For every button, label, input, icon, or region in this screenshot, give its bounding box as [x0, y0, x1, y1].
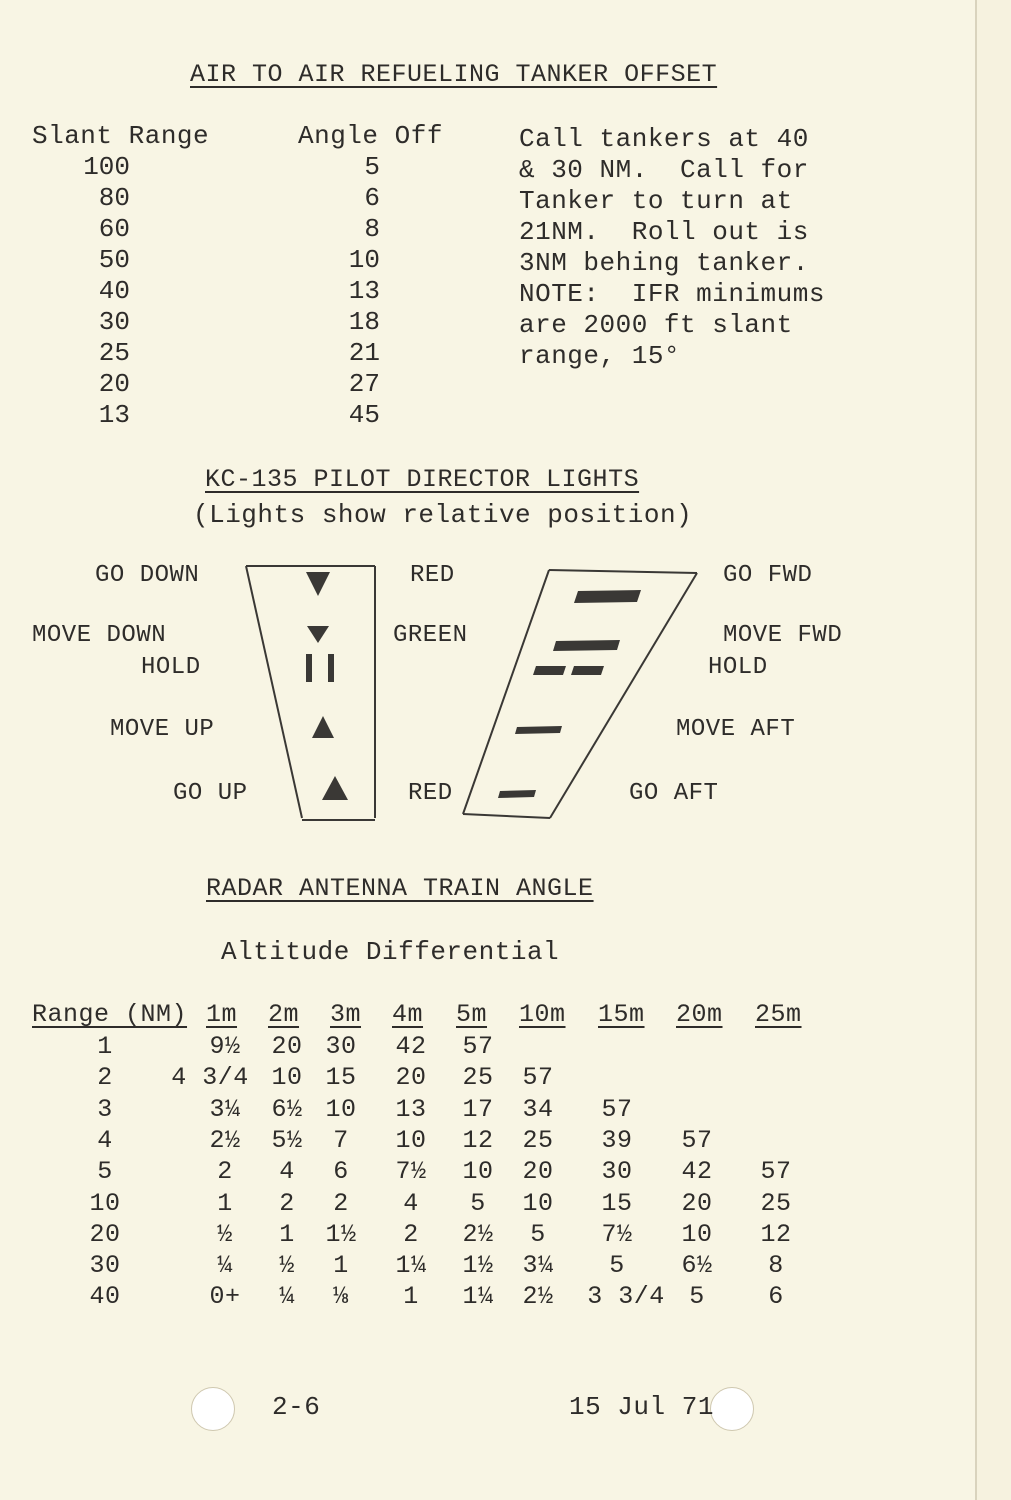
hold-light-icon-b: [571, 666, 604, 675]
refuel-note-line: Tanker to turn at: [519, 186, 793, 216]
radar-range-cell: 2: [97, 1063, 113, 1093]
label-hold-left: HOLD: [141, 654, 201, 681]
radar-angle-cell: 42: [681, 1157, 713, 1187]
refuel-note-line: range, 15°: [519, 341, 681, 371]
refuel-range-value: 40: [98, 276, 130, 306]
radar-angle-cell: 8: [768, 1251, 784, 1281]
radar-angle-cell: ⅛: [333, 1282, 349, 1312]
radar-header-altitude: 1m: [206, 1000, 238, 1029]
radar-angle-cell: 57: [522, 1063, 554, 1093]
radar-angle-cell: 1: [279, 1219, 295, 1249]
go-aft-light-icon: [498, 790, 536, 798]
radar-angle-cell: ½: [279, 1251, 295, 1281]
label-move-down: MOVE DOWN: [32, 622, 167, 649]
radar-angle-cell: 1½: [462, 1251, 494, 1281]
radar-range-cell: 4: [97, 1125, 113, 1155]
radar-angle-cell: 20: [522, 1157, 554, 1187]
radar-subtitle: Altitude Differential: [221, 937, 560, 967]
refuel-col-range-header: Slant Range: [32, 121, 210, 151]
refuel-note-line: are 2000 ft slant: [519, 310, 793, 340]
refuel-angle-value: 13: [348, 276, 380, 306]
radar-angle-cell: 1: [217, 1188, 233, 1218]
radar-angle-cell: 25: [522, 1125, 554, 1155]
label-go-fwd: GO FWD: [723, 562, 813, 589]
refuel-range-value: 50: [98, 245, 130, 275]
radar-angle-cell: 3¼: [522, 1251, 554, 1281]
radar-angle-cell: 12: [462, 1125, 494, 1155]
label-go-down: GO DOWN: [95, 562, 200, 589]
radar-range-cell: 3: [97, 1094, 113, 1124]
radar-angle-cell: 20: [681, 1188, 713, 1218]
radar-angle-cell: 13: [395, 1094, 427, 1124]
radar-header-altitude: 10m: [519, 1000, 566, 1029]
radar-angle-cell: 7: [333, 1125, 349, 1155]
move-aft-light-icon: [515, 726, 562, 734]
radar-range-cell: 40: [89, 1282, 121, 1312]
radar-angle-cell: 2½: [209, 1125, 241, 1155]
radar-header-altitude: 3m: [330, 1000, 362, 1029]
refuel-angle-value: 10: [348, 245, 380, 275]
radar-range-cell: 5: [97, 1157, 113, 1187]
radar-header-altitude: 25m: [755, 1000, 802, 1029]
hold-light-icon-left: [306, 654, 312, 682]
label-move-fwd: MOVE FWD: [723, 622, 843, 649]
refuel-range-value: 80: [98, 183, 130, 213]
refuel-angle-value: 45: [348, 400, 380, 430]
radar-header-range: Range (NM): [32, 1000, 188, 1029]
radar-angle-cell: 10: [271, 1063, 303, 1093]
refuel-note-line: 21NM. Roll out is: [519, 217, 809, 247]
radar-angle-cell: 5: [530, 1219, 546, 1249]
radar-range-cell: 1: [97, 1032, 113, 1061]
radar-angle-cell: 3¼: [209, 1094, 241, 1124]
radar-angle-cell: 3 3/4: [587, 1282, 665, 1312]
refuel-range-value: 13: [98, 400, 130, 430]
radar-angle-cell: 42: [395, 1032, 427, 1061]
radar-angle-cell: 9½: [209, 1032, 241, 1061]
refuel-note-line: NOTE: IFR minimums: [519, 279, 825, 309]
go-down-light-icon: [306, 572, 330, 596]
radar-header-altitude: 4m: [392, 1000, 424, 1029]
radar-angle-cell: 1¼: [395, 1251, 427, 1281]
refuel-range-value: 20: [98, 369, 130, 399]
page-number: 2-6: [272, 1392, 321, 1422]
radar-angle-cell: 1: [333, 1251, 349, 1281]
radar-angle-cell: 5: [609, 1251, 625, 1281]
revision-date: 15 Jul 71: [569, 1392, 714, 1422]
radar-angle-cell: 10: [325, 1094, 357, 1124]
radar-angle-cell: 10: [395, 1125, 427, 1155]
move-fwd-light-icon: [553, 640, 620, 651]
radar-angle-cell: ¼: [279, 1282, 295, 1312]
move-up-light-icon: [312, 716, 334, 738]
radar-header-altitude: 20m: [676, 1000, 723, 1029]
go-up-light-icon: [322, 776, 348, 800]
radar-angle-cell: 7½: [601, 1219, 633, 1249]
radar-range-cell: 30: [89, 1251, 121, 1281]
label-go-aft: GO AFT: [629, 780, 719, 807]
radar-angle-cell: 57: [462, 1032, 494, 1061]
radar-range-cell: 10: [89, 1188, 121, 1218]
radar-angle-cell: 6: [333, 1157, 349, 1187]
radar-angle-cell: 25: [760, 1188, 792, 1218]
radar-angle-cell: 5: [470, 1188, 486, 1218]
radar-angle-cell: 30: [601, 1157, 633, 1187]
refuel-range-value: 60: [98, 214, 130, 244]
label-move-aft: MOVE AFT: [676, 716, 796, 743]
radar-angle-cell: 10: [462, 1157, 494, 1187]
lights-title: KC-135 PILOT DIRECTOR LIGHTS: [205, 465, 640, 494]
radar-range-cell: 20: [89, 1219, 121, 1249]
radar-angle-cell: 4: [403, 1188, 419, 1218]
radar-angle-cell: 5: [689, 1282, 705, 1312]
radar-angle-cell: 7½: [395, 1157, 427, 1187]
radar-angle-cell: 2: [279, 1188, 295, 1218]
radar-angle-cell: 20: [395, 1063, 427, 1093]
radar-angle-cell: 17: [462, 1094, 494, 1124]
refuel-range-value: 30: [98, 307, 130, 337]
refuel-angle-value: 18: [348, 307, 380, 337]
label-move-up: MOVE UP: [110, 716, 215, 743]
label-go-up: GO UP: [173, 780, 248, 807]
refuel-note-line: Call tankers at 40: [519, 124, 809, 154]
radar-angle-cell: 2½: [522, 1282, 554, 1312]
radar-angle-cell: 1¼: [462, 1282, 494, 1312]
move-down-light-icon: [307, 626, 329, 643]
refuel-angle-value: 5: [364, 152, 380, 182]
radar-angle-cell: 5½: [271, 1125, 303, 1155]
radar-angle-cell: 10: [522, 1188, 554, 1218]
radar-angle-cell: 4: [279, 1157, 295, 1187]
label-red-top: RED: [410, 562, 455, 589]
radar-header-altitude: 2m: [268, 1000, 300, 1029]
refuel-col-angle-header: Angle Off: [298, 121, 443, 151]
radar-angle-cell: 6½: [271, 1094, 303, 1124]
label-hold-right: HOLD: [708, 654, 768, 681]
refuel-range-value: 25: [98, 338, 130, 368]
go-fwd-light-icon: [574, 590, 641, 603]
radar-angle-cell: 0+: [209, 1282, 241, 1312]
radar-angle-cell: 15: [601, 1188, 633, 1218]
refuel-title: AIR TO AIR REFUELING TANKER OFFSET: [190, 60, 718, 89]
radar-header-altitude: 15m: [598, 1000, 645, 1029]
radar-angle-cell: 39: [601, 1125, 633, 1155]
elevation-light-panel: [246, 566, 375, 820]
radar-angle-cell: 12: [760, 1219, 792, 1249]
refuel-range-value: 100: [83, 152, 130, 182]
radar-angle-cell: 15: [325, 1063, 357, 1093]
hold-light-icon-a: [533, 666, 566, 675]
radar-angle-cell: 2½: [462, 1219, 494, 1249]
radar-angle-cell: 6½: [681, 1251, 713, 1281]
hold-light-icon-right: [328, 654, 334, 682]
refuel-angle-value: 27: [348, 369, 380, 399]
radar-angle-cell: 4 3/4: [171, 1063, 249, 1093]
refuel-note-line: 3NM behing tanker.: [519, 248, 809, 278]
radar-angle-cell: ½: [217, 1219, 233, 1249]
radar-angle-cell: 57: [681, 1125, 713, 1155]
radar-angle-cell: 57: [760, 1157, 792, 1187]
radar-angle-cell: 57: [601, 1094, 633, 1124]
refuel-angle-value: 8: [364, 214, 380, 244]
radar-angle-cell: 30: [325, 1032, 357, 1061]
speed-light-panel: [463, 570, 697, 818]
radar-angle-cell: 34: [522, 1094, 554, 1124]
refuel-note-line: & 30 NM. Call for: [519, 155, 809, 185]
radar-angle-cell: 2: [403, 1219, 419, 1249]
label-red-bottom: RED: [408, 780, 453, 807]
lights-subtitle: (Lights show relative position): [193, 500, 693, 530]
radar-angle-cell: 6: [768, 1282, 784, 1312]
radar-angle-cell: 20: [271, 1032, 303, 1061]
radar-header-altitude: 5m: [456, 1000, 488, 1029]
radar-title: RADAR ANTENNA TRAIN ANGLE: [206, 874, 594, 903]
radar-angle-cell: ¼: [217, 1251, 233, 1281]
radar-angle-cell: 1: [403, 1282, 419, 1312]
radar-angle-cell: 2: [217, 1157, 233, 1187]
refuel-angle-value: 6: [364, 183, 380, 213]
radar-angle-cell: 25: [462, 1063, 494, 1093]
label-green: GREEN: [393, 622, 468, 649]
refuel-angle-value: 21: [348, 338, 380, 368]
radar-angle-cell: 2: [333, 1188, 349, 1218]
radar-angle-cell: 1½: [325, 1219, 357, 1249]
radar-angle-cell: 10: [681, 1219, 713, 1249]
